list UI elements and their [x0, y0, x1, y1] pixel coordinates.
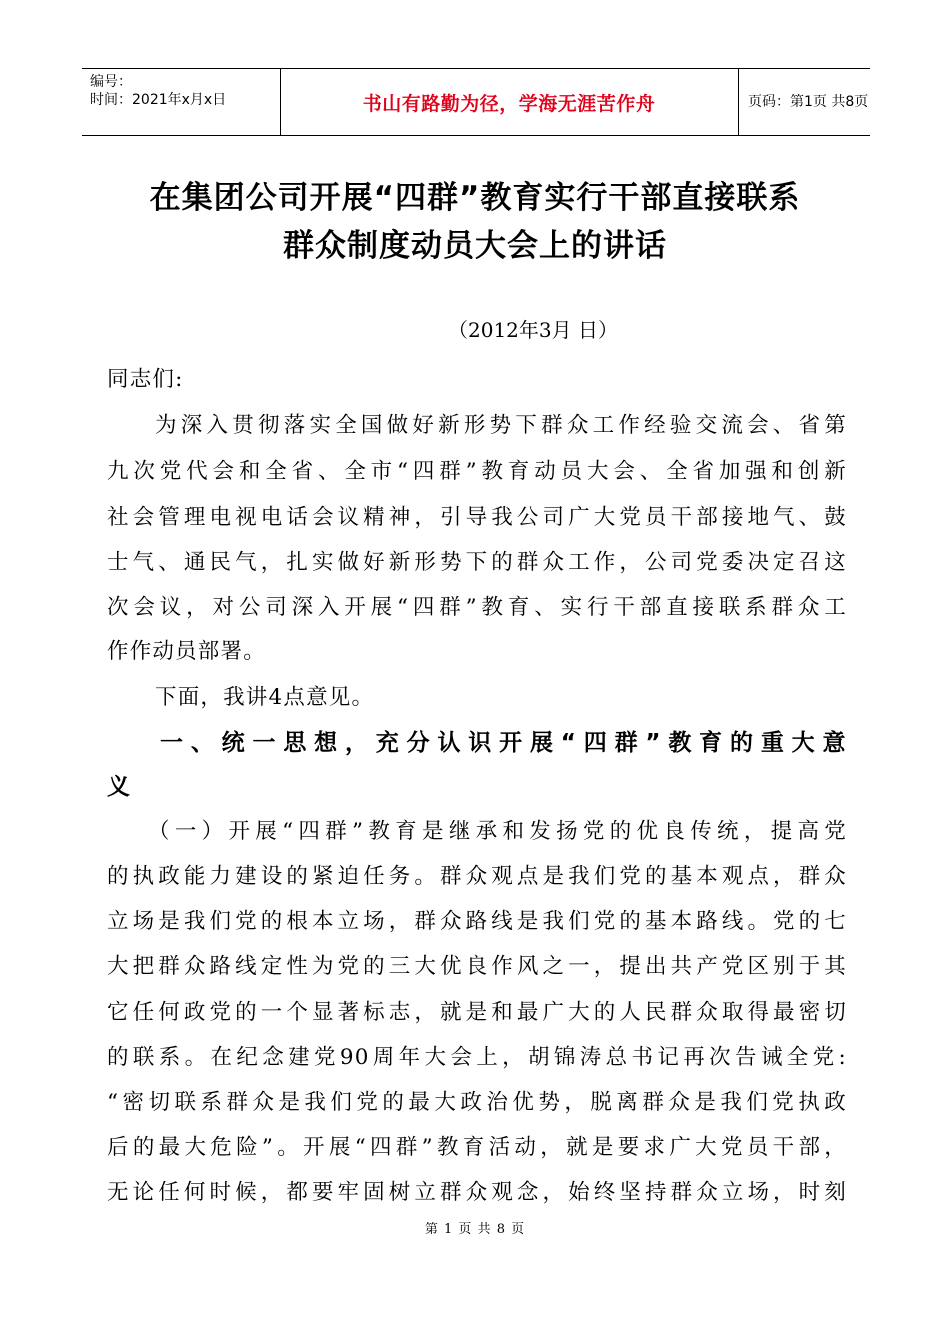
section-heading: 一、统一思想，充分认识开展“四群”教育的重大意 [160, 730, 847, 756]
body-line: 的执政能力建设的紧迫任务。群众观点是我们党的基本观点，群众 [107, 864, 847, 889]
header-meta-cell [82, 69, 281, 135]
body-line: 立场是我们党的根本立场，群众路线是我们党的基本路线。党的七 [107, 909, 847, 934]
time-label: 时间：2021年x月x日 [90, 92, 227, 108]
header-page-cell [738, 69, 870, 135]
body-line: 为深入贯彻落实全国做好新形势下群众工作经验交流会、省第 [155, 413, 847, 438]
body-line: 九次党代会和全省、全市“四群”教育动员大会、全省加强和创新 [107, 459, 847, 484]
body-line: “密切联系群众是我们党的最大政治优势，脱离群众是我们党执政 [107, 1090, 847, 1115]
body-line: 无论任何时候，都要牢固树立群众观念，始终坚持群众立场，时刻 [107, 1180, 847, 1205]
page-info: 页码：第1页 共8页 [748, 94, 869, 110]
body-line: 下面，我讲4点意见。 [155, 685, 375, 710]
body-line: （一）开展“四群”教育是继承和发扬党的优良传统，提高党 [148, 819, 847, 844]
salutation: 同志们: [107, 367, 184, 392]
body-line: 后的最大危险”。开展“四群”教育活动，就是要求广大党员干部， [107, 1135, 847, 1160]
document-title-line-1: 在集团公司开展“四群”教育实行干部直接联系 [149, 180, 801, 216]
header-table [82, 68, 870, 136]
header-motto-cell [280, 69, 739, 135]
body-line: 作作动员部署。 [107, 639, 266, 664]
motto-text: 书山有路勤为径，学海无涯苦作舟 [362, 92, 656, 115]
document-title-line-2: 群众制度动员大会上的讲话 [283, 228, 667, 264]
body-line: 士气、通民气，扎实做好新形势下的群众工作，公司党委决定召这 [107, 550, 847, 575]
speech-date: （2012年3月 日） [448, 318, 618, 342]
body-line: 的联系。在纪念建党90周年大会上，胡锦涛总书记再次告诫全党: [107, 1045, 847, 1070]
body-line: 大把群众路线定性为党的三大优良作风之一，提出共产党区别于其 [107, 954, 847, 979]
section-heading-cont: 义 [107, 774, 132, 800]
body-line: 次会议，对公司深入开展“四群”教育、实行干部直接联系群众工 [107, 595, 847, 620]
number-label: 编号： [90, 74, 132, 90]
body-line: 它任何政党的一个显著标志，就是和最广大的人民群众取得最密切 [107, 1000, 847, 1025]
page-footer: 第 1 页 共 8 页 [424, 1222, 526, 1237]
body-line: 社会管理电视电话会议精神，引导我公司广大党员干部接地气、鼓 [107, 505, 847, 530]
